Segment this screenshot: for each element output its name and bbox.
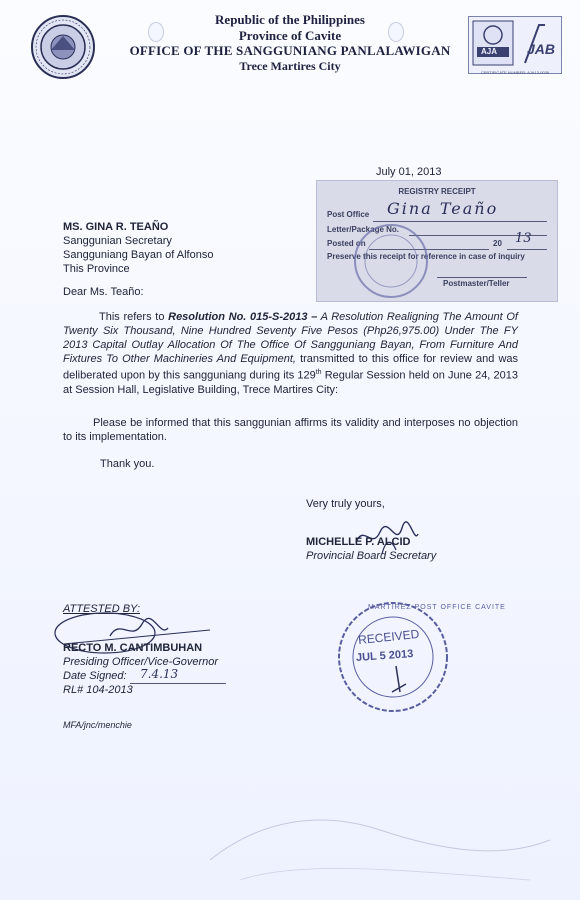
addressee-location: This Province [63,263,130,275]
postmark-stamp-icon [351,221,431,301]
closing-phrase: Very truly yours, [306,498,385,510]
letter-date: July 01, 2013 [376,166,442,178]
registry-receipt [316,180,558,302]
signatory-title: Provincial Board Secretary [306,550,437,562]
certification-logo [468,16,562,74]
date-signed-line [130,683,226,684]
resolution-title: A Resolution Realigning The Amount Of Twenty Six Thousand, Nine Hundred Seventy Five Pesos (Php26,975.00) Under The FY 2013 Capital Outlay Allocation Of The Office Of Sangguniang Bayan, From Furniture And Fixtures To Other Machineries And Equipment, [63,311,518,365]
header-province: Province of Cavite [238,28,342,43]
header-city: Trece Martires City [239,59,341,73]
receipt-preserve-note: Preserve this receipt for reference in case of inquiry [327,252,525,261]
addressee-title: Sanggunian Secretary [63,235,172,247]
header-republic: Republic of the Philippines [215,12,365,27]
resolution-number: Resolution No. 015-S-2013 – [168,311,318,323]
salutation: Dear Ms. Teaño: [63,286,144,298]
header-office: OFFICE OF THE SANGGUNIANG PANLALAWIGAN [129,43,451,58]
cert-left-label: AJA [481,47,498,56]
punch-hole [148,22,164,42]
pen-mark-icon [200,800,560,890]
body-transmittal: transmitted to this office for review and was deliberated upon by this sangguniang during its 129 [63,353,519,382]
cert-right-label: JAB [527,41,556,57]
reference-initials: MFA/jnc/menchie [63,720,132,730]
receipt-posted-label: Posted on [327,239,366,248]
stamp-date: JUL 5 2013 [355,648,414,664]
body-session: Regular Session held on June 24, 2013 at Session Hall, Legislative Building, Trece Martires City: [63,369,519,396]
receipt-posted-year: 20 [493,239,502,248]
receipt-postmaster-label: Postmaster/Teller [443,279,510,288]
addressee-name: MS. GINA R. TEAÑO [63,221,169,233]
body-paragraph-2: Please be informed that this sanggunian affirms its validity and interposes no objection to its implementation. [63,417,518,443]
attesting-officer-name: RECTO M. CANTIMBUHAN [63,642,203,654]
signatory-name: MICHELLE P. ALCID [306,536,411,548]
punch-hole [388,22,404,42]
receipt-letter-label: Letter/Package No. [327,225,400,234]
stamp-received: RECEIVED [357,626,420,648]
receipt-line [507,249,547,250]
provincial-seal-icon [30,14,96,80]
body-intro: This refers to [99,311,169,323]
stamp-ring-text: MARTIREZ POST OFFICE CAVITE [368,604,506,611]
receipt-line [437,277,527,278]
receipt-year-handwritten: 13 [515,231,532,246]
ordinal-suffix: th [315,369,322,376]
closing-thanks: Thank you. [100,458,155,470]
body-paragraph-1 [63,310,518,397]
receipt-post-office-handwritten: Gina Teaño [387,199,499,218]
date-signed-handwritten: 7.4.13 [140,667,179,681]
attested-label: ATTESTED BY: [63,603,141,615]
receipt-post-office-label: Post Office [327,210,370,219]
attesting-officer-title: Presiding Officer/Vice-Governor [63,656,219,668]
addressee-office: Sangguniang Bayan of Alfonso [63,249,214,261]
rl-number: RL# 104-2013 [63,684,133,696]
receipt-title: REGISTRY RECEIPT [398,187,476,196]
certificate-number: CERTIFICATE NUMBER: AJA13-0036 [480,70,550,75]
date-signed-label: Date Signed: [63,670,127,682]
